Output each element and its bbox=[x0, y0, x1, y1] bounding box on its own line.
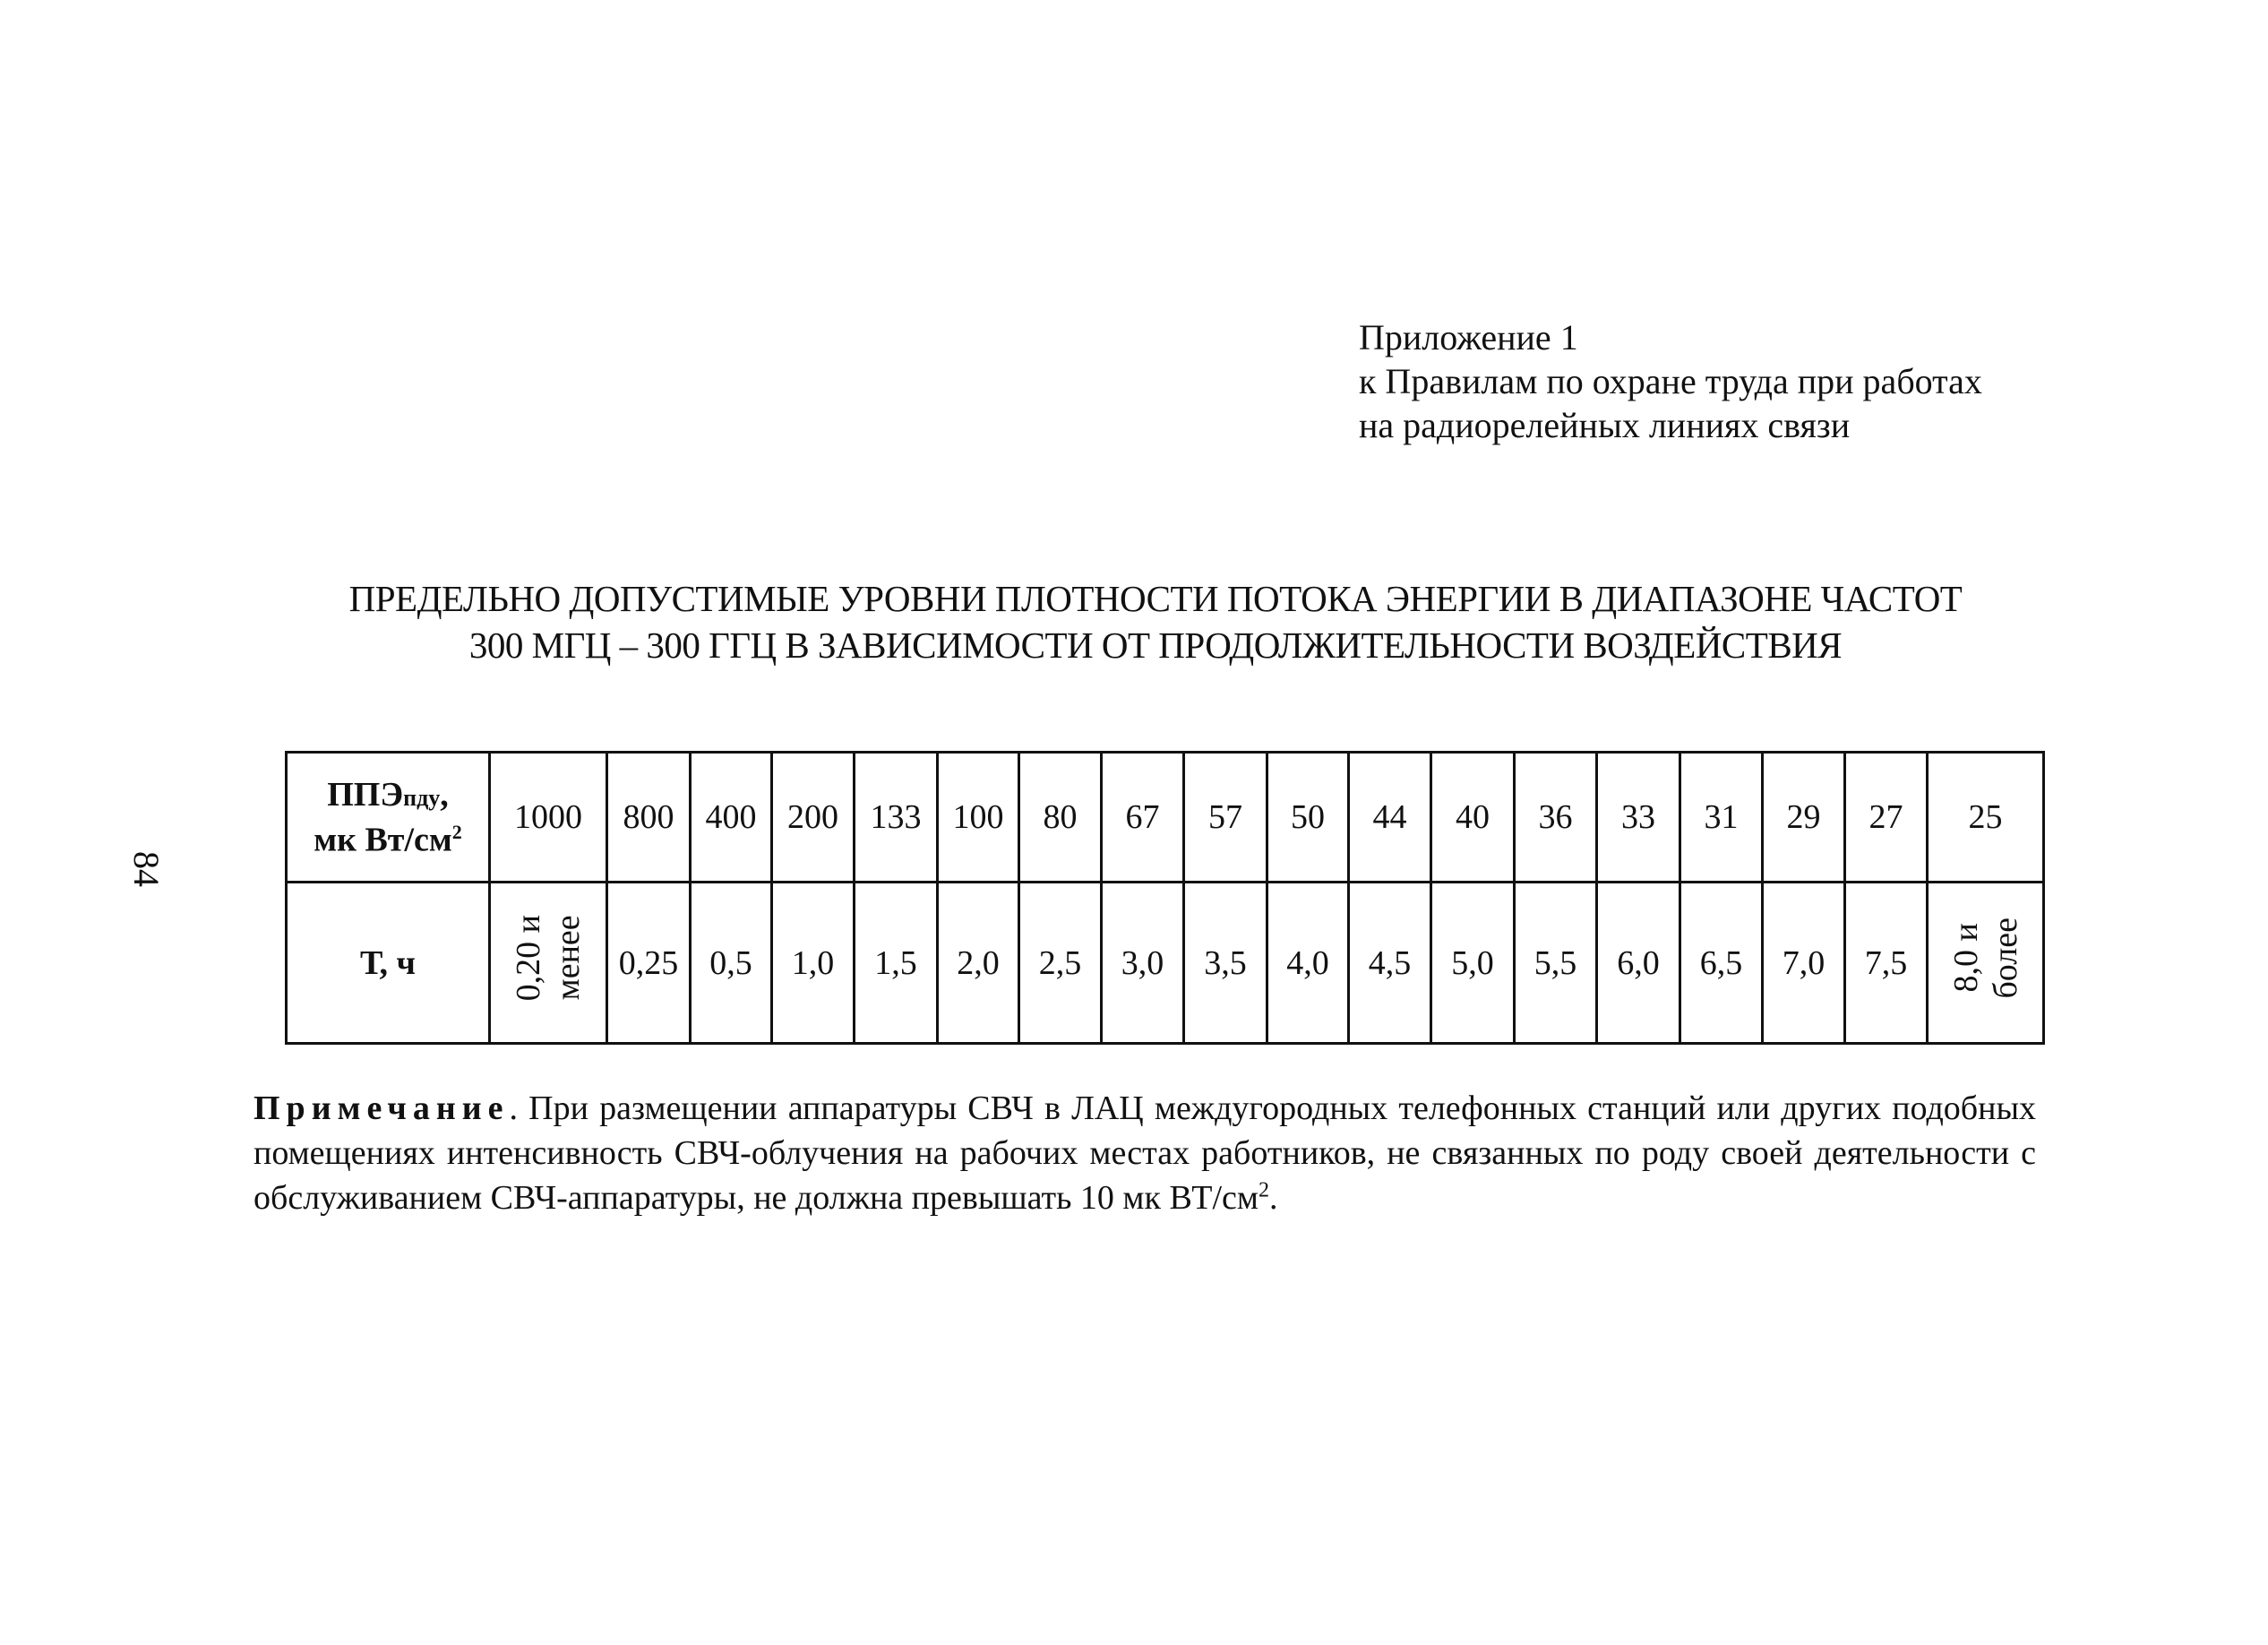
ppe-value-cell: 29 bbox=[1763, 753, 1845, 883]
time-value-cell: 4,0 bbox=[1267, 883, 1349, 1044]
time-value-cell: 2,0 bbox=[938, 883, 1019, 1044]
table-row-time bbox=[287, 883, 2044, 1044]
time-value-cell: 0,25 bbox=[607, 883, 691, 1044]
time-value-cell: 3,0 bbox=[1102, 883, 1184, 1044]
ppe-value-cell: 31 bbox=[1680, 753, 1763, 883]
page-number: 84 bbox=[126, 851, 167, 887]
ppe-value-cell: 50 bbox=[1267, 753, 1349, 883]
ppe-value-cell: 36 bbox=[1515, 753, 1597, 883]
footnote: Примечание. При размещении аппаратуры СВЧ в ЛАЦ междугородных телефонных станций или других подобных помещениях интенсивность СВЧ-облучения на рабочих местах работников, не связанных по роду своей деятельности с обслуживанием СВЧ-аппаратуры, не должна превышать 10 мк $ВТ/см^2$. bbox=[253, 1089, 2036, 1217]
time-header-cell: Т, ч bbox=[287, 883, 490, 1044]
ppe-subscript: пду bbox=[403, 784, 441, 811]
ppe-unit: мк Вт/см bbox=[314, 821, 452, 859]
ppe-value-cell: 100 bbox=[938, 753, 1019, 883]
ppe-value-cell: 800 bbox=[607, 753, 691, 883]
time-value-cell bbox=[1928, 883, 2044, 1044]
time-value-cell: 1,5 bbox=[855, 883, 938, 1044]
title-line-1: ПРЕДЕЛЬНО ДОПУСТИМЫЕ УРОВНИ ПЛОТНОСТИ ПОТОКА ЭНЕРГИИ В ДИАПАЗОНЕ ЧАСТОТ bbox=[348, 578, 1963, 619]
time-value-cell: 2,5 bbox=[1019, 883, 1102, 1044]
ppe-value-cell: 40 bbox=[1431, 753, 1515, 883]
ppe-value-cell: 27 bbox=[1845, 753, 1928, 883]
ppe-value-cell: 33 bbox=[1597, 753, 1680, 883]
time-value-cell: 5,5 bbox=[1515, 883, 1597, 1044]
ppe-value-cell: 44 bbox=[1349, 753, 1431, 883]
title-line-2: 300 МГЦ – 300 ГГЦ В ЗАВИСИМОСТИ ОТ ПРОДОЛЖИТЕЛЬНОСТИ ВОЗДЕЙСТВИЯ bbox=[468, 624, 1843, 666]
note-text: . При размещении аппаратуры СВЧ в ЛАЦ междугородных телефонных станций или других подобных помещениях интенсивность СВЧ-облучения на рабочих местах работников, не связанных по роду своей деятельности с обслуживанием СВЧ-аппаратуры, не должна превышать 10 мк ВТ/см bbox=[253, 1089, 2036, 1217]
time-value-cell: 5,0 bbox=[1431, 883, 1515, 1044]
appendix-reference bbox=[1359, 315, 1982, 447]
appendix-line-3: на радиорелейных линиях связи bbox=[1359, 405, 1851, 445]
time-value-cell bbox=[490, 883, 607, 1044]
ppe-value-cell: 1000 bbox=[490, 753, 607, 883]
table-row-ppe bbox=[287, 753, 2044, 883]
time-value-cell: 6,5 bbox=[1680, 883, 1763, 1044]
time-value-cell: 0,5 bbox=[691, 883, 772, 1044]
note-label: Примечание bbox=[253, 1089, 510, 1127]
ppe-header-cell: ППЭпду, мк $Вт/см^2$ bbox=[287, 753, 490, 883]
ppe-value-cell: 80 bbox=[1019, 753, 1102, 883]
note-superscript: 2 bbox=[1258, 1178, 1269, 1202]
ppe-label: ППЭ bbox=[327, 775, 404, 814]
ppe-value-cell: 400 bbox=[691, 753, 772, 883]
time-value-cell: 3,5 bbox=[1184, 883, 1267, 1044]
ppe-value-cell: 200 bbox=[772, 753, 855, 883]
ppe-value-cell: 57 bbox=[1184, 753, 1267, 883]
appendix-line-2: к Правилам по охране труда при работах bbox=[1359, 361, 1982, 401]
ppe-value-cell: 67 bbox=[1102, 753, 1184, 883]
time-value-cell: 4,5 bbox=[1349, 883, 1431, 1044]
ppe-unit-power: 2 bbox=[451, 820, 462, 843]
ppe-limits-table bbox=[285, 751, 2045, 1045]
document-title bbox=[224, 575, 2087, 668]
time-value-cell: 1,0 bbox=[772, 883, 855, 1044]
time-value-cell: 7,5 bbox=[1845, 883, 1928, 1044]
time-value-cell: 7,0 bbox=[1763, 883, 1845, 1044]
ppe-value-cell: 25 bbox=[1928, 753, 2044, 883]
time-value-cell: 6,0 bbox=[1597, 883, 1680, 1044]
appendix-line-1: Приложение 1 bbox=[1359, 317, 1578, 357]
time-value-vertical: 0,20 и менее bbox=[510, 915, 587, 1002]
ppe-value-cell: 133 bbox=[855, 753, 938, 883]
time-value-vertical: 8,0 и более bbox=[1946, 917, 2024, 999]
